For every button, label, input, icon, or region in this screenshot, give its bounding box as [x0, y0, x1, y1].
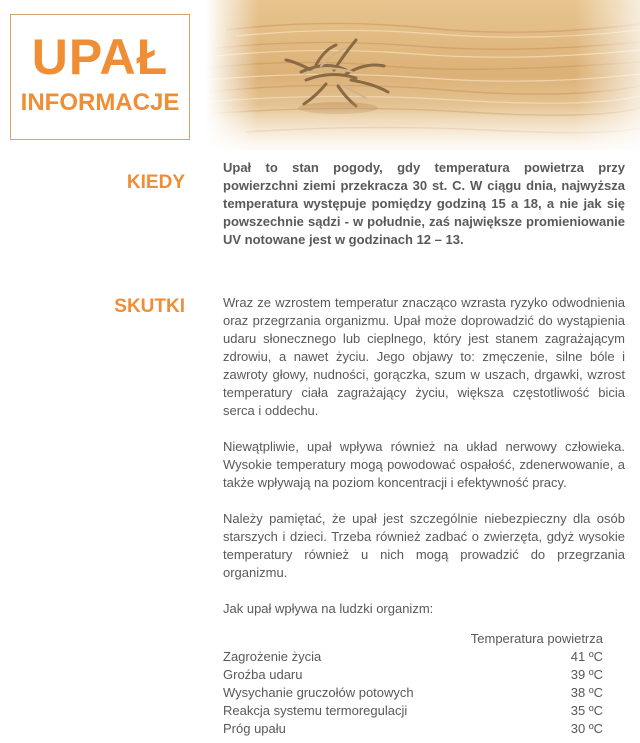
heat-effects-table: [223, 630, 603, 738]
kiedy-text: Upał to stan pogody, gdy temperatura powietrza przy powierzchni ziemi przekracza 30 st. C. W ciągu dnia, najwyższa temperatura występuje pomiędzy godziną 15 a 18, a nie jak się powszechnie sądzi - w południe, zaś największe promieniowanie UV notowane jest w godzinach 12 – 13.: [223, 160, 625, 247]
row-temp: 35 ºC: [570, 703, 603, 718]
row-temp: 41 ºC: [570, 649, 603, 664]
row-label: Zagrożenie życia: [223, 649, 322, 664]
skutki-body: [223, 294, 625, 738]
table-row: [223, 720, 603, 738]
table-row: [223, 666, 603, 684]
page-subtitle: INFORMACJE: [20, 89, 180, 116]
section-heading-kiedy: KIEDY: [126, 172, 185, 193]
table-header-row: [223, 630, 603, 648]
row-label: Próg upału: [223, 721, 286, 736]
section-heading-skutki: SKUTKI: [114, 296, 185, 317]
title-box: [10, 14, 190, 140]
row-temp: 30 ºC: [570, 721, 603, 736]
table-header-temperature: Temperatura powietrza: [470, 631, 603, 646]
row-label: Reakcja systemu termoregulacji: [223, 703, 408, 718]
table-row: [223, 684, 603, 702]
skutki-paragraph-4: Jak upał wpływa na ludzki organizm:: [223, 601, 434, 616]
table-row: [223, 648, 603, 666]
row-label: Groźba udaru: [223, 667, 303, 682]
row-label: Wysychanie gruczołów potowych: [223, 685, 414, 700]
page-title: UPAŁ: [31, 29, 169, 85]
row-temp: 38 ºC: [570, 685, 603, 700]
skutki-paragraph-3: Należy pamiętać, że upał jest szczególnie niebezpieczny dla osób starszych i dzieci. Trzeba również zadbać o zwierzęta, gdyż wysokie temperatury również u nich mogą prowadzić do przegrzania organizmu.: [223, 511, 625, 580]
row-temp: 39 ºC: [570, 667, 603, 682]
skutki-paragraph-1: Wraz ze wzrostem temperatur znacząco wzrasta ryzyko odwodnienia oraz przegrzania organizmu. Upał może doprowadzić do wystąpienia udaru słonecznego lub cieplnego, który jest stanem zagrażającym zdrowiu, a nawet życiu. Jego objawy to: zmęczenie, silne bóle i zawroty głowy, nudności, gorączka, szum w uszach, drgawki, wzrost temperatury ciała zagrażający życiu, większa częstotliwość bicia serca i oddechu.: [223, 295, 625, 418]
table-row: [223, 702, 603, 720]
desert-driftwood-image: [206, 0, 640, 150]
skutki-paragraph-2: Niewątpliwie, upał wpływa również na układ nerwowy człowieka. Wysokie temperatury mogą powodować ospałość, zdenerwowanie, a także wpływają na poziom koncentracji i efektywność pracy.: [223, 439, 625, 490]
